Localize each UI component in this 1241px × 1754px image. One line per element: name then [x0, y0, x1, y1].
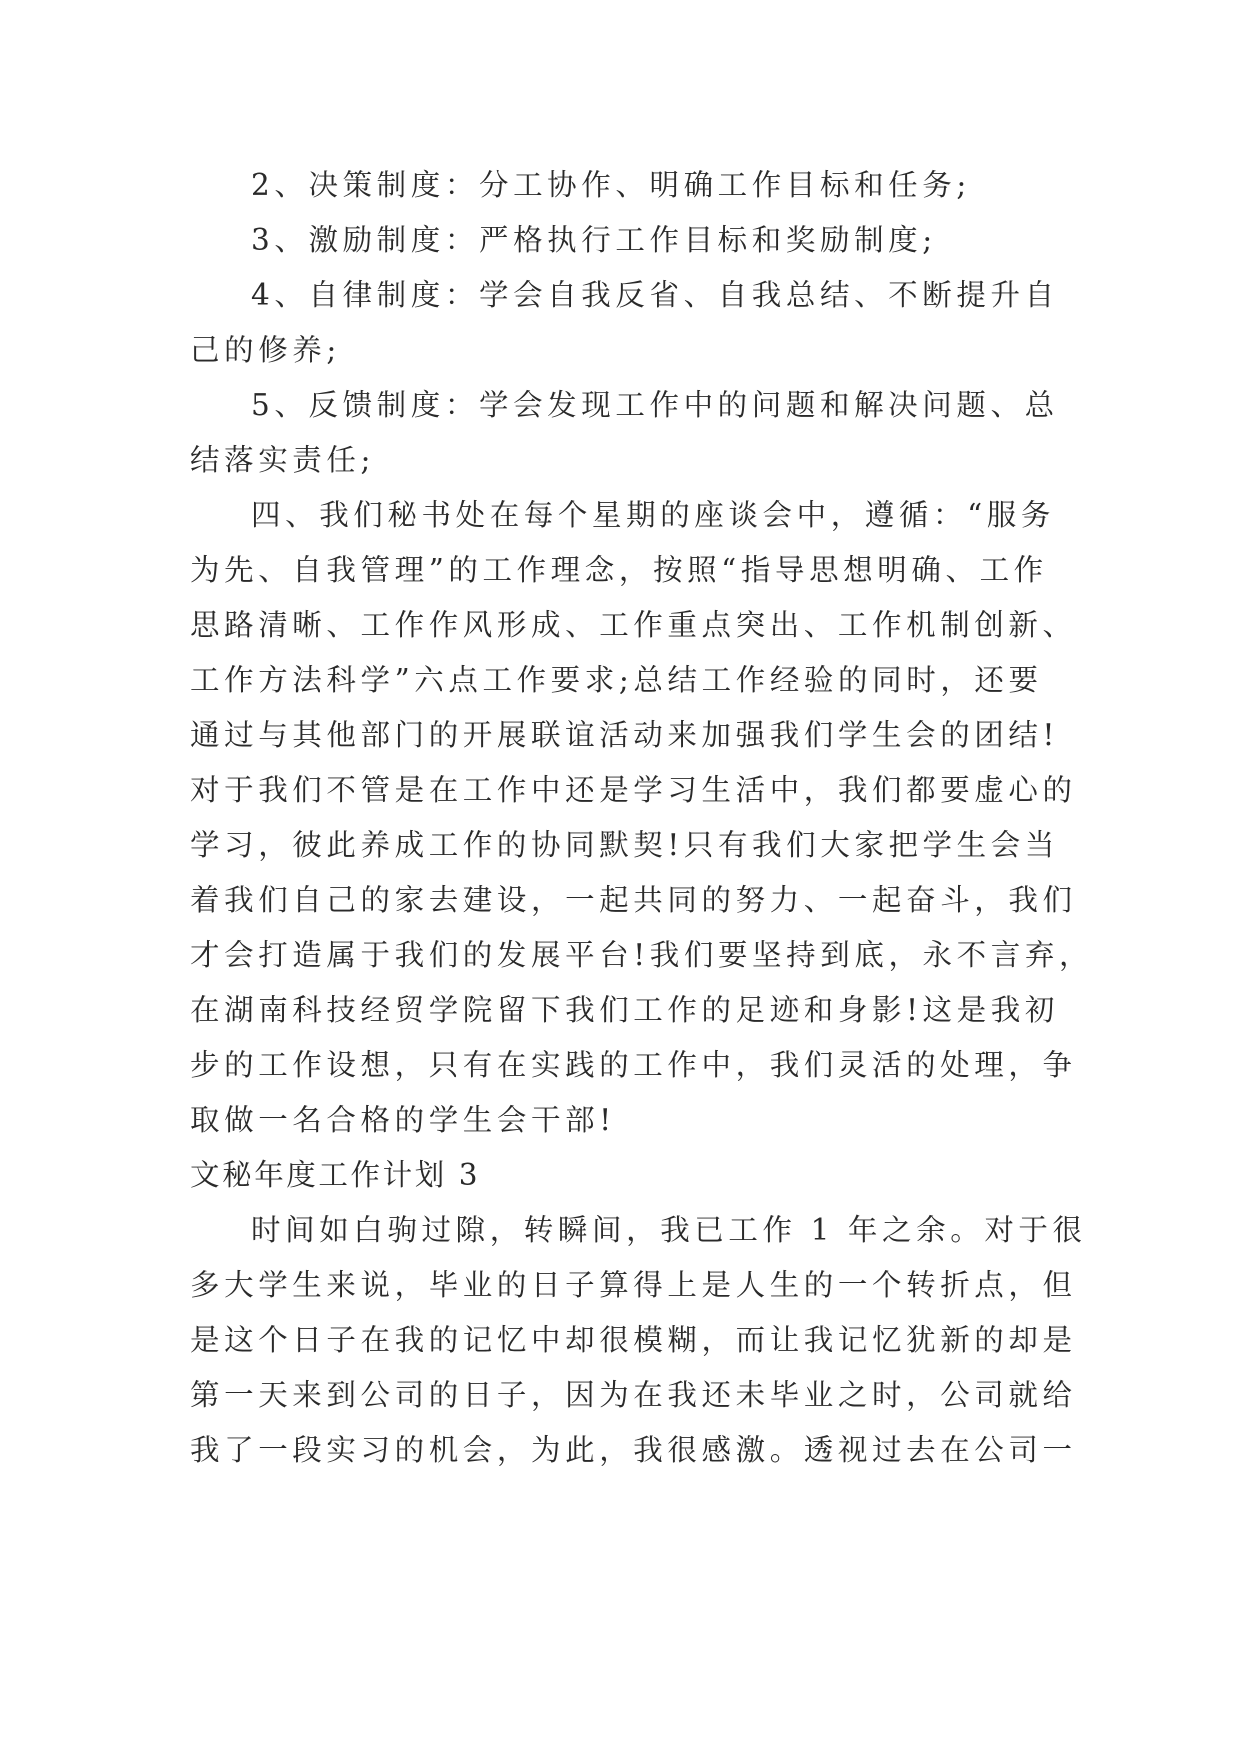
- paragraph-line: 3、激励制度：严格执行工作目标和奖励制度;: [251, 223, 937, 257]
- paragraph-line: 是这个日子在我的记忆中却很模糊，而让我记忆犹新的却是: [190, 1323, 1077, 1357]
- paragraph-line: 思路清晰、工作作风形成、工作重点突出、工作机制创新、: [190, 608, 1077, 642]
- paragraph-line: 工作方法科学”六点工作要求;总结工作经验的同时，还要: [190, 663, 1043, 697]
- paragraph-line: 4、自律制度：学会自我反省、自我总结、不断提升自: [251, 278, 1059, 312]
- paragraph-line: 5、反馈制度：学会发现工作中的问题和解决问题、总: [251, 388, 1059, 422]
- paragraph-line: 结落实责任;: [190, 443, 376, 477]
- paragraph-line: 取做一名合格的学生会干部!: [190, 1103, 616, 1137]
- paragraph-line: 时间如白驹过隙，转瞬间，我已工作 1 年之余。对于很: [251, 1213, 1087, 1247]
- paragraph-line: 多大学生来说，毕业的日子算得上是人生的一个转折点，但: [190, 1268, 1077, 1302]
- paragraph-line: 为先、自我管理”的工作理念，按照“指导思想明确、工作: [190, 553, 1048, 587]
- paragraph-line: 四、我们秘书处在每个星期的座谈会中，遵循：“服务: [251, 498, 1055, 532]
- section-heading: 文秘年度工作计划 3: [190, 1158, 481, 1192]
- paragraph-line: 我了一段实习的机会，为此，我很感激。透视过去在公司一: [190, 1433, 1077, 1467]
- paragraph-line: 步的工作设想，只有在实践的工作中，我们灵活的处理，争: [190, 1048, 1077, 1082]
- paragraph-line: 在湖南科技经贸学院留下我们工作的足迹和身影!这是我初: [190, 993, 1059, 1027]
- paragraph-line: 通过与其他部门的开展联谊活动来加强我们学生会的团结!: [190, 718, 1059, 752]
- paragraph-line: 己的修养;: [190, 333, 341, 367]
- paragraph-line: 第一天来到公司的日子，因为在我还未毕业之时，公司就给: [190, 1378, 1077, 1412]
- paragraph-line: 学习，彼此养成工作的协同默契!只有我们大家把学生会当: [190, 828, 1059, 862]
- paragraph-line: 对于我们不管是在工作中还是学习生活中，我们都要虚心的: [190, 773, 1077, 807]
- paragraph-line: 才会打造属于我们的发展平台!我们要坚持到底，永不言弃，: [190, 938, 1094, 972]
- paragraph-line: 着我们自己的家去建设，一起共同的努力、一起奋斗，我们: [190, 883, 1077, 917]
- paragraph-line: 2、决策制度：分工协作、明确工作目标和任务;: [251, 168, 971, 202]
